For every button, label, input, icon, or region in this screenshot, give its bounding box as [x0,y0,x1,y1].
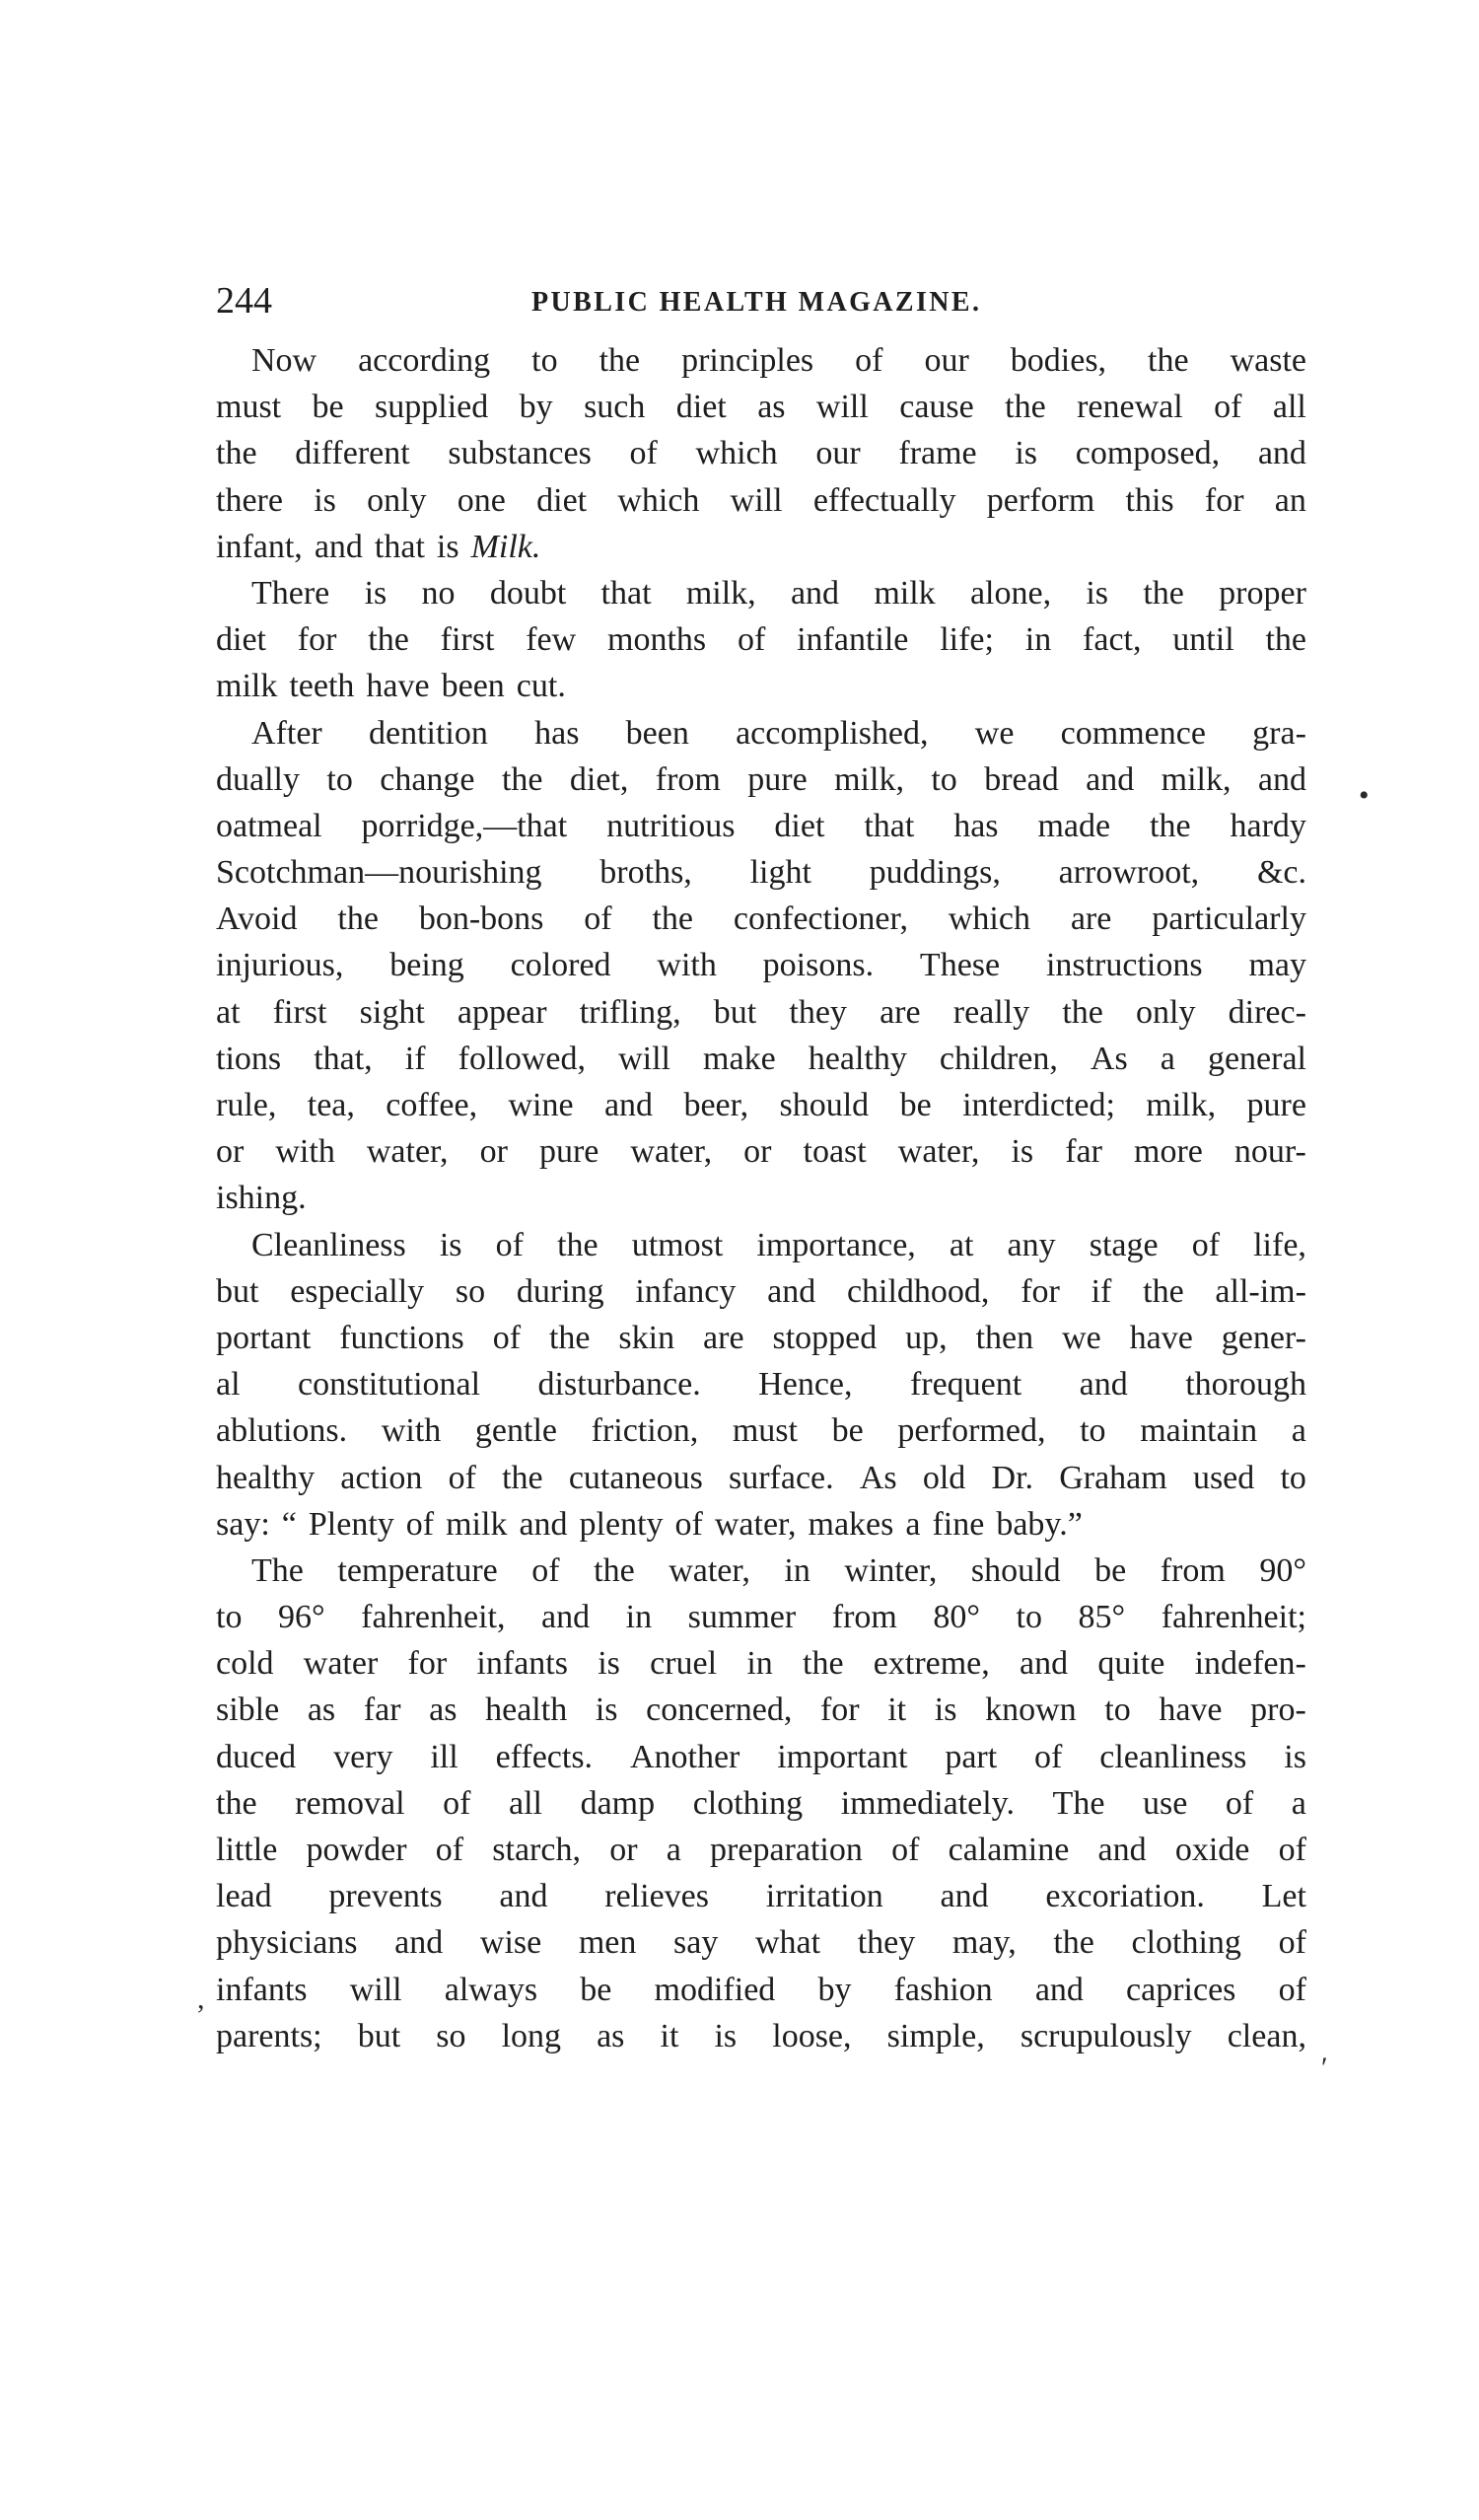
text-line: injurious, being colored with poisons. These instructions may [216,947,1306,984]
text-line: physicians and wise men say what they may, the clothing of [216,1924,1306,1962]
text-line: The temperature of the water, in winter, should be from 90° [251,1551,1306,1589]
text-line: Scotchman—nourishing broths, light puddings, arrowroot, &c. [216,854,1306,892]
text-line: ablutions. with gentle friction, must be performed, to maintain a [216,1412,1306,1450]
print-speck: ′ [1321,2052,1328,2084]
text-line: cold water for infants is cruel in the extreme, and quite indefen- [216,1645,1306,1683]
running-title: PUBLIC HEALTH MAGAZINE. [531,287,982,318]
text-line: there is only one diet which will effectually perform this for an [216,481,1306,519]
text-line: infant, and that is Milk. [216,528,541,565]
text-line: at first sight appear trifling, but they are really the only direc- [216,993,1306,1031]
text-line: or with water, or pure water, or toast water, is far more nour- [216,1133,1306,1171]
text-line: healthy action of the cutaneous surface. As old Dr. Graham used to [216,1459,1306,1496]
text-line: tions that, if followed, will make healthy children, As a general [216,1040,1306,1077]
text-line: must be supplied by such diet as will cause the renewal of all [216,389,1306,426]
text-line: al constitutional disturbance. Hence, frequent and thorough [216,1366,1306,1404]
text-line: sible as far as health is concerned, for it is known to have pro- [216,1692,1306,1729]
text-line: There is no doubt that milk, and milk alone, is the proper [251,574,1306,612]
text-line: oatmeal porridge,—that nutritious diet that has made the hardy [216,807,1306,844]
text-line: parents; but so long as it is loose, simple, scrupulously clean, [216,2017,1306,2054]
text-line: dually to change the diet, from pure milk, to bread and milk, and [216,760,1306,798]
text-line: infants will always be modified by fashion and caprices of [216,1971,1306,2008]
page-number: 244 [216,280,272,322]
text-line: little powder of starch, or a preparation of calamine and oxide of [216,1832,1306,1868]
text-line: milk teeth have been cut. [216,668,566,705]
text-line: portant functions of the skin are stopped up, then we have gener- [216,1319,1306,1356]
print-speck: , [197,1982,205,2015]
body-text [216,337,1306,2059]
text-line: but especially so during infancy and childhood, for if the all-im- [216,1272,1306,1310]
text-line: duced very ill effects. Another important part of cleanliness is [216,1738,1306,1775]
text-line: the different substances of which our frame is composed, and [216,435,1306,472]
text-line: to 96° fahrenheit, and in summer from 80° to 85° fahrenheit; [216,1599,1306,1636]
text-line: the removal of all damp clothing immediately. The use of a [216,1784,1306,1822]
text-line: After dentition has been accomplished, we commence gra- [251,714,1306,752]
text-line: rule, tea, coffee, wine and beer, should be interdicted; milk, pure [216,1087,1306,1123]
text-line: say: “ Plenty of milk and plenty of water, makes a fine baby.” [216,1505,1083,1543]
page-header [216,276,1306,325]
text-line: lead prevents and relieves irritation and excoriation. Let [216,1878,1306,1915]
print-speck: • [1359,779,1370,812]
text-line: diet for the first few months of infantile life; in fact, until the [216,621,1306,659]
text-line: Now according to the principles of our bodies, the waste [251,342,1306,379]
text-line: Avoid the bon-bons of the confectioner, which are particularly [216,900,1306,938]
text-line: Cleanliness is of the utmost importance, at any stage of life, [251,1226,1306,1263]
text-line: ishing. [216,1180,307,1217]
